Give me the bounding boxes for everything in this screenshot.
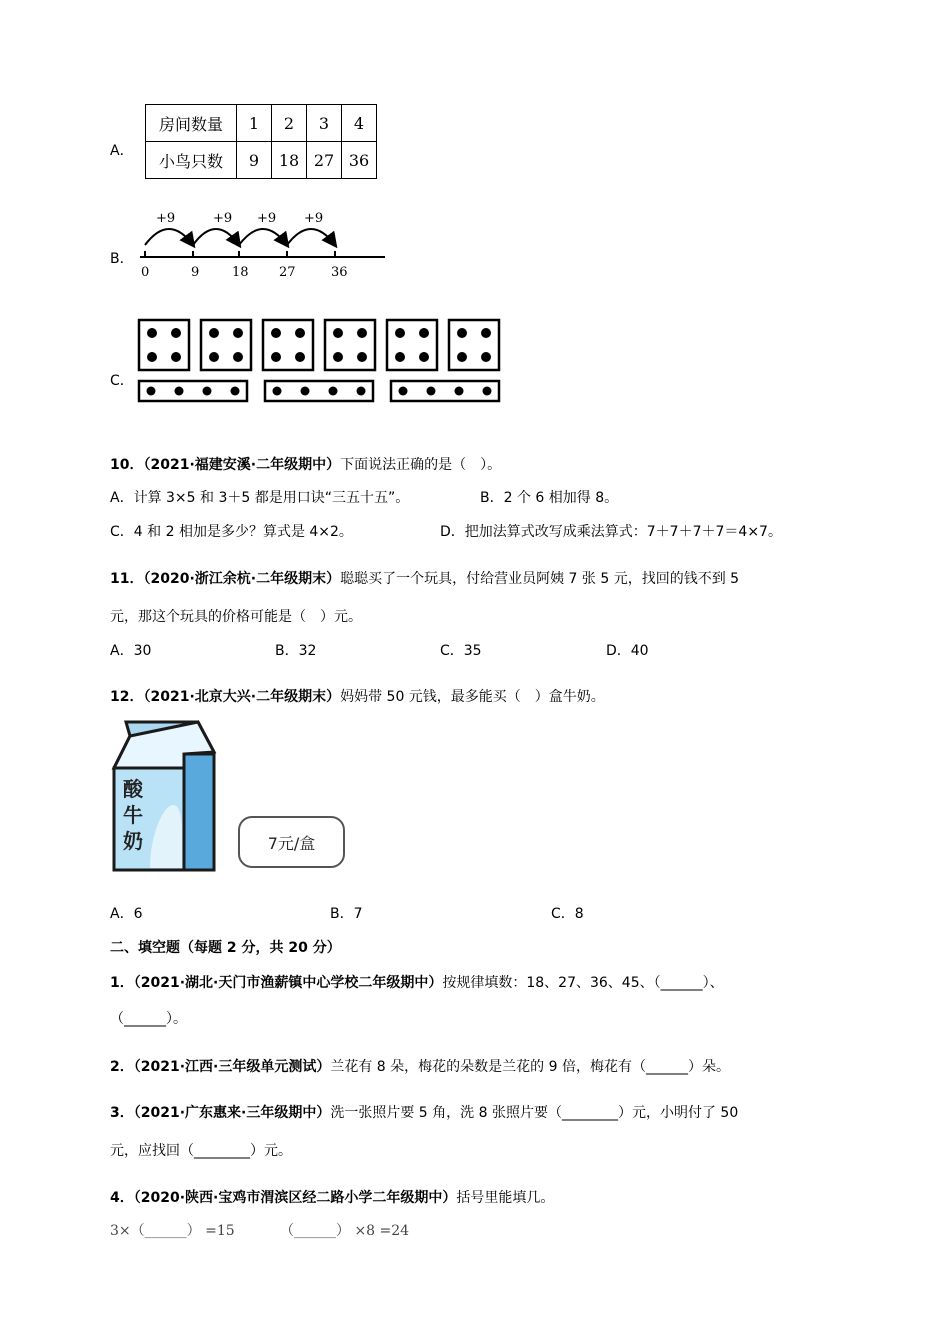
jump-arrow [145, 229, 193, 245]
bar-dot [273, 387, 282, 396]
question-text: 按规律填数：18、27、36、45、（______）、 [442, 975, 724, 991]
q10-option-a: A．计算 3×5 和 3＋5 都是用口诀“三五十五”。 [110, 490, 410, 506]
die-dot [419, 328, 429, 338]
bar-dot [483, 387, 492, 396]
question-source: （2021·江西·三年级单元测试） [133, 1059, 331, 1075]
jump-arrow [193, 229, 239, 245]
die-dot [209, 328, 219, 338]
jump-arrow [287, 229, 335, 245]
question-text: 聪聪买了一个玩具，付给营业员阿姨 7 张 5 元，找回的钱不到 5 [340, 571, 740, 587]
die-dot [481, 328, 491, 338]
die-dot [233, 328, 243, 338]
table-cell: 1 [237, 105, 272, 142]
number-line [135, 205, 395, 285]
fill4-expression-1: 3×（______） =15 [110, 1223, 235, 1239]
q10-option-d: D．把加法算式改写成乘法算式：7＋7＋7＋7＝4×7。 [440, 524, 782, 540]
q11-option-d: D．40 [606, 643, 649, 659]
bar-dot [203, 387, 212, 396]
question-source: （2021·北京大兴·二年级期末） [143, 689, 341, 705]
jump-label: +9 [156, 211, 176, 226]
dice-groups-figure [135, 315, 507, 407]
fill4-stem [110, 1187, 554, 1207]
table-row [146, 142, 377, 179]
bar-dot [301, 387, 310, 396]
die-face [325, 320, 375, 370]
rooms-birds-table [145, 104, 377, 179]
q12-option-a: A．6 [110, 906, 143, 922]
die-dot [357, 352, 367, 362]
price-tag: 7元/盒 [238, 816, 345, 868]
die-dot [147, 352, 157, 362]
section-title: 二、填空题（每题 2 分，共 20 分） [110, 940, 341, 956]
table-cell: 18 [272, 142, 307, 179]
die-face [449, 320, 499, 370]
option-a-label: A． [110, 143, 134, 159]
table-cell: 4 [342, 105, 377, 142]
fill1-stem [110, 972, 724, 992]
die-dot [233, 352, 243, 362]
question-text: 下面说法正确的是（ ）。 [340, 457, 502, 473]
question-source: （2021·湖北·天门市渔薪镇中心学校二年级期中） [133, 975, 443, 991]
die-dot [395, 328, 405, 338]
fill4-expression-2: （______） ×8 =24 [280, 1223, 410, 1239]
question-text: 括号里能填几。 [456, 1190, 555, 1206]
q10-option-b: B．2 个 6 相加得 8。 [480, 490, 619, 506]
die-dot [295, 328, 305, 338]
tick-label: 0 [141, 265, 150, 280]
jump-label: +9 [213, 211, 233, 226]
q12-stem [110, 686, 605, 706]
jump-label: +9 [304, 211, 324, 226]
die-dot [271, 352, 281, 362]
die-dot [481, 352, 491, 362]
bar-dot [175, 387, 184, 396]
q12-option-c: C．8 [551, 906, 584, 922]
q11-stem [110, 568, 739, 588]
table-cell: 房间数量 [146, 105, 237, 142]
die-dot [457, 328, 467, 338]
die-face [263, 320, 313, 370]
table-cell: 9 [237, 142, 272, 179]
q11-option-a: A．30 [110, 643, 152, 659]
table-cell: 36 [342, 142, 377, 179]
die-dot [419, 352, 429, 362]
table-cell: 2 [272, 105, 307, 142]
question-number: 11． [110, 571, 144, 587]
carton-text: 酸牛奶 [123, 777, 143, 853]
table-cell: 3 [307, 105, 342, 142]
fill3-cont: 元，应找回（________）元。 [110, 1143, 292, 1159]
fill3-stem [110, 1102, 738, 1122]
q10-stem [110, 454, 501, 474]
tick-label: 18 [232, 265, 249, 280]
q11-stem-cont: 元，那这个玩具的价格可能是（ ）元。 [110, 609, 362, 625]
question-number: 2． [110, 1059, 134, 1075]
die-dot [295, 352, 305, 362]
question-number: 1． [110, 975, 134, 991]
die-dot [171, 352, 181, 362]
table-cell: 小鸟只数 [146, 142, 237, 179]
bar-dot [231, 387, 240, 396]
bar-dot [427, 387, 436, 396]
bar-dot [329, 387, 338, 396]
fill2-stem [110, 1056, 730, 1076]
die-dot [333, 352, 343, 362]
die-face [139, 320, 189, 370]
question-number: 12． [110, 689, 144, 705]
option-c-label: C． [110, 373, 134, 389]
die-dot [171, 328, 181, 338]
question-source: （2020·浙江余杭·二年级期末） [143, 571, 341, 587]
q10-option-c: C．4 和 2 相加是多少？算式是 4×2。 [110, 524, 353, 540]
q11-option-c: C．35 [440, 643, 482, 659]
die-dot [395, 352, 405, 362]
question-source: （2021·福建安溪·二年级期中） [143, 457, 341, 473]
bar-dot [455, 387, 464, 396]
question-text: 兰花有 8 朵，梅花的朵数是兰花的 9 倍，梅花有（______）朵。 [330, 1059, 730, 1075]
tick-label: 9 [191, 265, 200, 280]
question-text: 妈妈带 50 元钱，最多能买（ ）盒牛奶。 [340, 689, 605, 705]
jump-label: +9 [257, 211, 277, 226]
q12-option-b: B．7 [330, 906, 363, 922]
die-dot [333, 328, 343, 338]
fill1-cont: （______）。 [110, 1011, 187, 1027]
question-number: 4． [110, 1190, 134, 1206]
die-dot [147, 328, 157, 338]
die-dot [209, 352, 219, 362]
question-number: 3． [110, 1105, 134, 1121]
die-dot [271, 328, 281, 338]
tick-label: 27 [279, 265, 296, 280]
bar-dot [147, 387, 156, 396]
die-face [201, 320, 251, 370]
table-cell: 27 [307, 142, 342, 179]
bar-dot [399, 387, 408, 396]
question-text: 洗一张照片要 5 角，洗 8 张照片要（________）元，小明付了 50 [330, 1105, 739, 1121]
die-dot [357, 328, 367, 338]
q11-option-b: B．32 [275, 643, 317, 659]
table-row [146, 105, 377, 142]
die-dot [457, 352, 467, 362]
die-face [387, 320, 437, 370]
tick-label: 36 [331, 265, 348, 280]
bar-dot [357, 387, 366, 396]
question-source: （2021·广东惠来·三年级期中） [133, 1105, 331, 1121]
option-b-label: B． [110, 251, 134, 267]
question-number: 10． [110, 457, 144, 473]
question-source: （2020·陕西·宝鸡市渭滨区经二路小学二年级期中） [133, 1190, 457, 1206]
jump-arrow [239, 229, 287, 245]
